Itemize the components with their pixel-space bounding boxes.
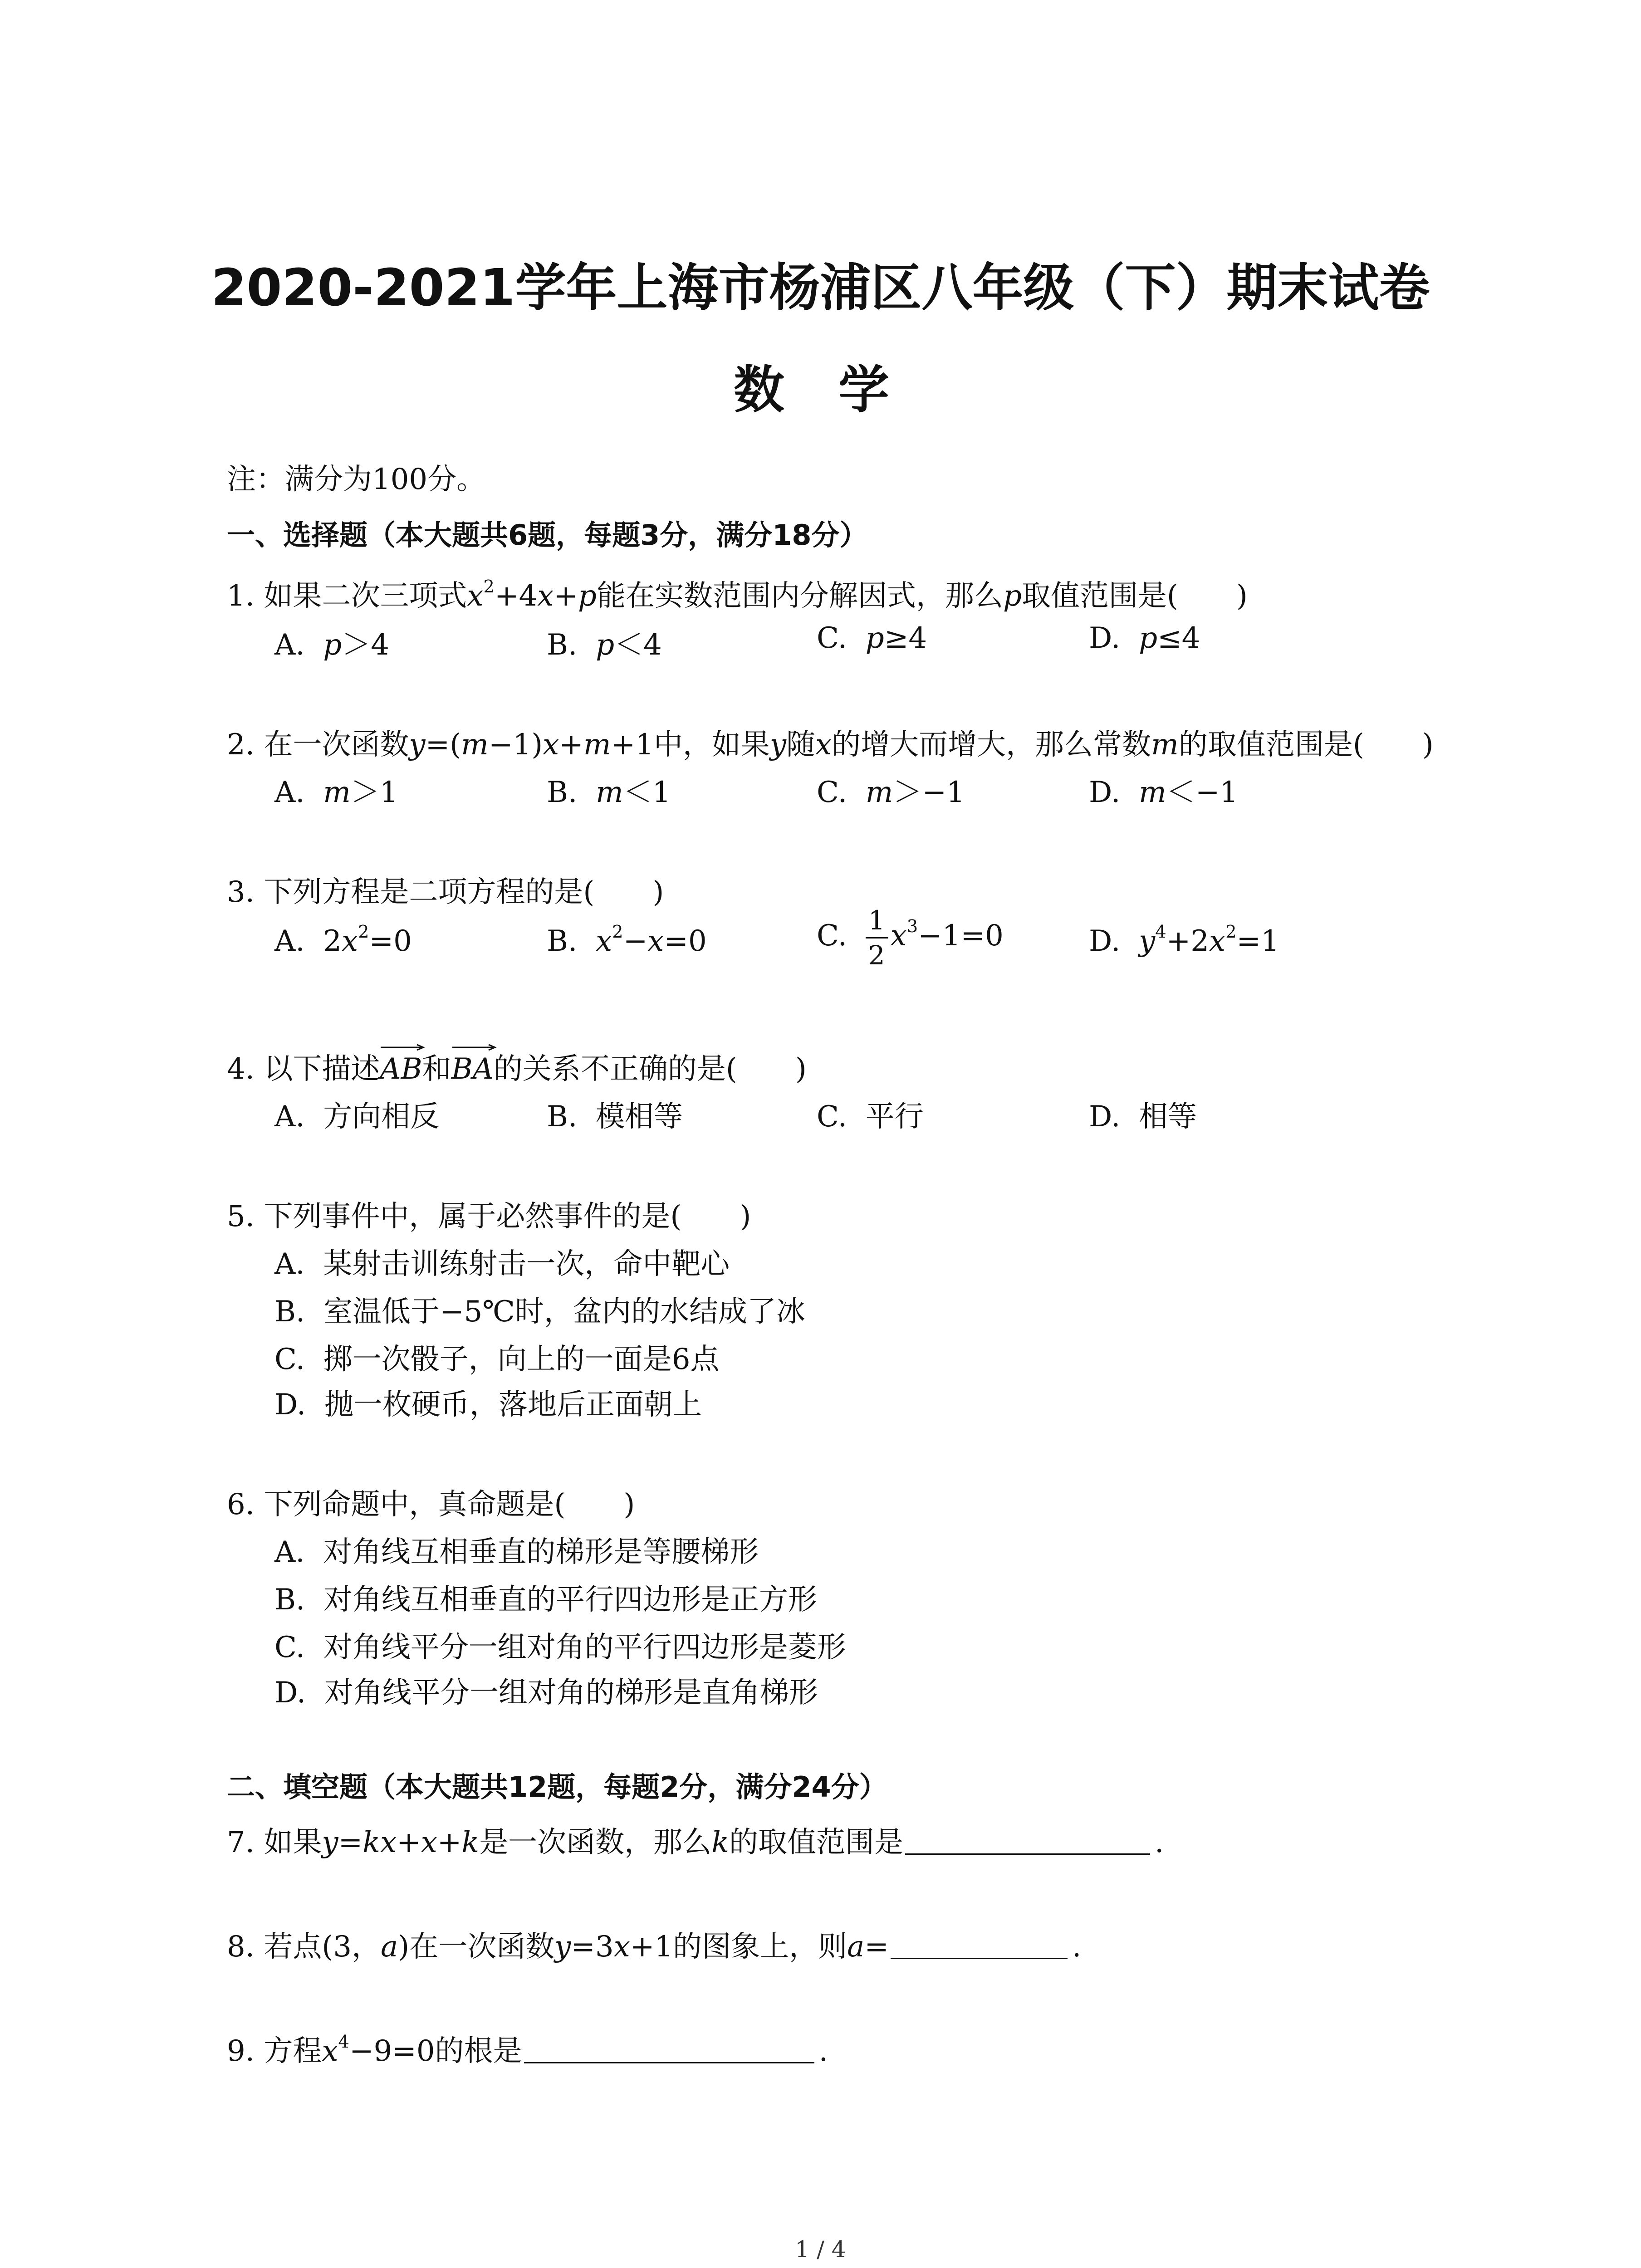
q3-option-d: D. $y^4+2x^2=1$	[1089, 922, 1279, 958]
q5-option-b: B. 室温低于−5℃时，盆内的水结成了冰	[274, 1295, 805, 1329]
q8-answer-blank[interactable]	[891, 1931, 1068, 1959]
q4-option-c: C. 平行	[817, 1100, 924, 1134]
question-9: 9. 方程$x^4-9=0$的根是 .	[227, 2032, 828, 2068]
q6-option-c: C. 对角线平分一组对角的平行四边形是菱形	[274, 1631, 846, 1664]
q4-option-a: A. 方向相反	[274, 1100, 440, 1134]
page-number: 1 / 4	[795, 2236, 846, 2263]
q1-option-b: B. p＜4	[547, 628, 662, 662]
vector-arrow-icon	[451, 1044, 497, 1051]
q2-option-b: B. m＜1	[547, 776, 671, 809]
q6-option-d: D. 对角线平分一组对角的梯形是直角梯形	[274, 1676, 818, 1710]
fraction-one-half: $\frac{1}{2}$	[866, 907, 888, 968]
question-1: 1. 如果二次三项式$x^2+4x+p$能在实数范围内分解因式，那么p取值范围是( )	[227, 577, 1248, 613]
section-2-heading: 二、填空题（本大题共12题，每题2分，满分24分）	[227, 1770, 887, 1804]
q1-option-a: A. p＞4	[274, 628, 389, 662]
q2-option-d: D. m＜−1	[1089, 776, 1239, 809]
question-7: 7. 如果y=kx+x+k是一次函数，那么k的取值范围是 .	[227, 1826, 1164, 1859]
q4-option-d: D. 相等	[1089, 1100, 1197, 1134]
q1-option-d: D. p≤4	[1089, 621, 1200, 655]
subject-title: 数 学	[734, 361, 907, 420]
question-4: 4. 以下描述 AB和 BA的关系不正确的是( )	[227, 1046, 807, 1087]
q4-option-b: B. 模相等	[547, 1100, 683, 1134]
question-6: 6. 下列命题中，真命题是( )	[227, 1488, 635, 1521]
q5-option-d: D. 抛一枚硬币，落地后正面朝上	[274, 1388, 702, 1422]
q1-option-c: C. p≥4	[817, 621, 927, 655]
q9-answer-blank[interactable]	[524, 2035, 814, 2063]
question-2: 2. 在一次函数y=(m−1)x+m+1中，如果y随x的增大而增大，那么常数m的取值范围是( )	[227, 728, 1434, 762]
q2-option-c: C. m＞−1	[817, 776, 965, 809]
q5-option-c: C. 掷一次骰子，向上的一面是6点	[274, 1343, 720, 1376]
vector-arrow-icon	[380, 1044, 425, 1051]
q3-option-a: A. $2x^2=0$	[274, 922, 412, 958]
q7-answer-blank[interactable]	[905, 1826, 1150, 1855]
q2-option-a: A. m＞1	[274, 776, 398, 809]
section-1-heading: 一、选择题（本大题共6题，每题3分，满分18分）	[227, 518, 868, 552]
question-3: 3. 下列方程是二项方程的是( )	[227, 875, 664, 909]
vector-ba: BA	[451, 1052, 494, 1086]
q6-option-b: B. 对角线互相垂直的平行四边形是正方形	[274, 1583, 818, 1617]
q5-option-a: A. 某射击训练射击一次，命中靶心	[274, 1247, 730, 1281]
vector-ab: AB	[380, 1052, 422, 1086]
q3-option-c: C. $\frac{1}{2}$ $x^3-1=0$	[817, 905, 1004, 971]
exam-title: 2020-2021学年上海市杨浦区八年级（下）期末试卷	[211, 259, 1430, 318]
q6-option-a: A. 对角线互相垂直的梯形是等腰梯形	[274, 1535, 759, 1569]
score-note: 注：满分为100分。	[227, 463, 486, 496]
question-5: 5. 下列事件中，属于必然事件的是( )	[227, 1200, 751, 1233]
q3-option-b: B. $x^2-x=0$	[547, 922, 707, 958]
question-8: 8. 若点(3，a)在一次函数y=3x+1的图象上，则a= .	[227, 1930, 1082, 1964]
